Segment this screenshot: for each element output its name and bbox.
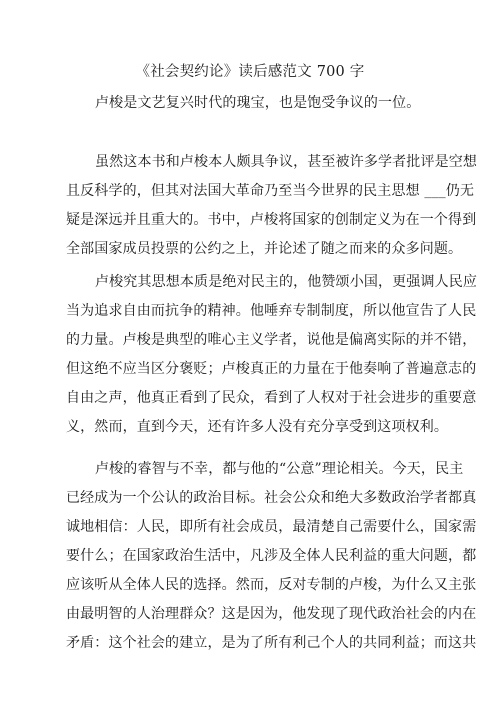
paragraph-line: 当为追求自由而抗争的精神。他唾弃专制制度，所以他宣告了人民 [66, 303, 477, 319]
paragraph-line: 要什么；在国家政治生活中，凡涉及全体人民利益的重大问题，都 [66, 548, 477, 564]
paragraph-line: 应该听从全体人民的选择。然而，反对专制的卢梭，为什么又主张 [66, 577, 477, 593]
paragraph-general-will [66, 455, 477, 658]
paragraph-line: 矛盾：这个社会的建立，是为了所有利己个人的共同利益；而这共 [66, 635, 477, 651]
paragraph-line: 全部国家成员投票的公约之上，并论述了随之而来的众多问题。 [66, 241, 463, 257]
paragraph-line: 卢梭是文艺复兴时代的瑰宝，也是饱受争议的一位。 [95, 95, 421, 111]
paragraph-line: 且反科学的，但其对法国大革命乃至当今世界的民主思想 ___仍无 [66, 183, 475, 199]
paragraph-line: 但这绝不应当区分褒贬；卢梭真正的力量在于他奏响了普遍意志的 [66, 361, 477, 377]
paragraph-line: 已经成为一个公认的政治目标。社会公众和绝大多数政治学者都真 [66, 490, 477, 506]
paragraph-line: 虽然这本书和卢梭本人颇具争议，甚至被许多学者批评是空想 [95, 154, 478, 170]
paragraph-intro [66, 89, 436, 118]
paragraph-line: 的力量。卢梭是典型的唯心主义学者，说他是偏离实际的并不错， [66, 332, 477, 348]
paragraph-controversy [66, 148, 478, 264]
paragraph-democracy [66, 268, 478, 442]
paragraph-line: 疑是深远并且重大的。书中，卢梭将国家的创制定义为在一个得到 [66, 212, 477, 228]
paragraph-line: 卢梭究其思想本质是绝对民主的，他赞颂小国，更强调人民应 [95, 274, 478, 290]
paragraph-line: 自由之声，他真正看到了民众，看到了人权对于社会进步的重要意 [66, 390, 477, 406]
paragraph-line: 诚地相信：人民，即所有社会成员，最清楚自己需要什么，国家需 [66, 519, 477, 535]
paragraph-line: 卢梭的睿智与不幸，都与他的“公意”理论相关。今天，民主 [95, 461, 464, 477]
paragraph-line: 义，然而，直到今天，还有许多人没有充分享受到这项权利。 [66, 419, 449, 435]
document-title: 《社会契约论》读后感范文 700 字 [135, 64, 365, 80]
paragraph-line: 由最明智的人治理群众？这是因为，他发现了现代政治社会的内在 [66, 606, 477, 622]
